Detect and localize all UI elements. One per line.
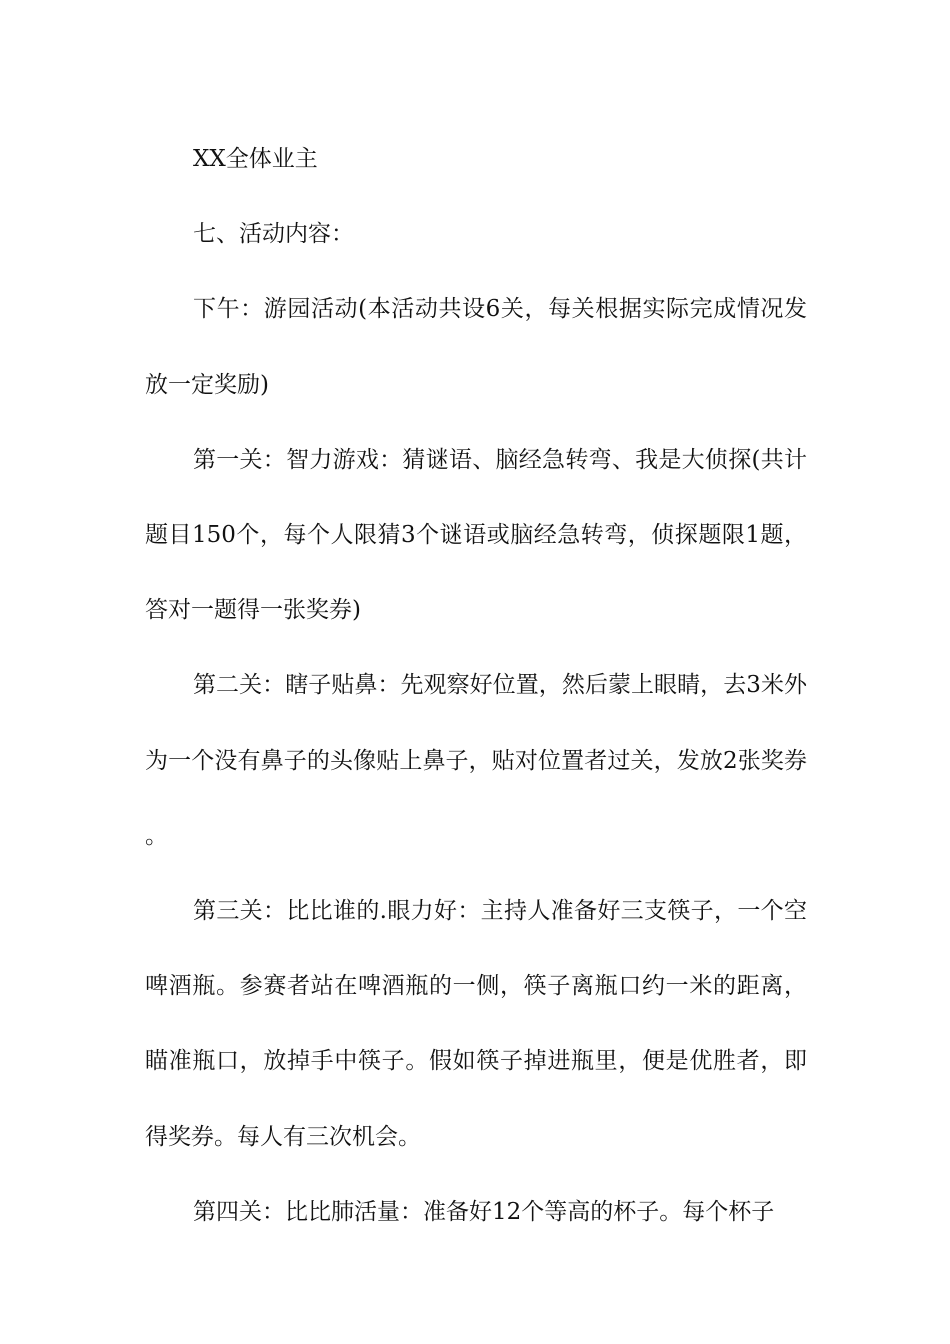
paragraph-level-2: 第二关：瞎子贴鼻：先观察好位置，然后蒙上眼睛，去3米外为一个没有鼻子的头像贴上鼻子，贴对位置者过关，发放2张奖券。 xyxy=(145,672,807,849)
document-body xyxy=(145,122,807,1250)
paragraph-level-1: 第一关：智力游戏：猜谜语、脑经急转弯、我是大侦探(共计题目150个，每个人限猜3个谜语或脑经急转弯，侦探题限1题，答对一题得一张奖券) xyxy=(145,446,807,624)
paragraph-section-heading: 七、活动内容： xyxy=(193,221,354,248)
paragraph-afternoon: 下午：游园活动(本活动共设6关，每关根据实际完成情况发放一定奖励) xyxy=(145,296,807,398)
paragraph-level-4: 第四关：比比肺活量：准备好12个等高的杯子。每个杯子 xyxy=(193,1198,775,1225)
paragraph-level-3: 第三关：比比谁的.眼力好：主持人准备好三支筷子，一个空啤酒瓶。参赛者站在啤酒瓶的一侧，筷子离瓶口约一米的距离，瞄准瓶口，放掉手中筷子。假如筷子掉进瓶里，便是优胜者，即得奖券。每人有三次机会。 xyxy=(145,898,807,1150)
paragraph-audience: XX全体业主 xyxy=(193,146,318,172)
